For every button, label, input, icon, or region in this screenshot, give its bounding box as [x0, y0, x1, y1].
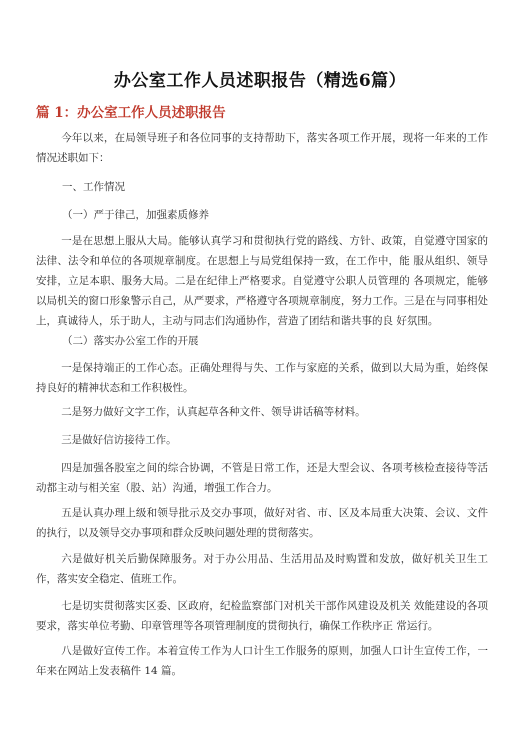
paragraph-work-style: 七是切实贯彻落实区委、区政府，纪检监察部门对机关干部作风建设及机关 效能建设的各项要求，落实单位考勤、印章管理等各项管理制度的贯彻执行，确保工作秩序正 常运行。 [36, 600, 488, 632]
paragraph-logistics: 六是做好机关后勤保障服务。对于办公用品、生活用品及时购置和发放，做好机关卫生工作，落实安全稳定、值班工作。 [36, 553, 488, 585]
paragraph-publicity: 八是做好宣传工作。本着宣传工作为人口计生工作服务的原则，加强人口计生宣传工作，一年来在网站上发表稿件 14 篇。 [36, 645, 488, 677]
document-title: 办公室工作人员述职报告（精选6篇） [113, 71, 407, 91]
subheading-self-discipline: （一）严于律己，加强素质修养 [62, 209, 209, 221]
paragraph-discipline: 一是在思想上服从大局。能够认真学习和贯彻执行党的路线、方针、政策，自觉遵守国家的法律、法令和单位的各项规章制度。在思想上与局党组保持一致，在工作中，能 服从组织、领导安排，立足本职、服务大局。二是在纪律上严格要求。自觉遵守公职人员管理的 各项规定，能够以局机关的窗口形象警示自己，从严要求，严格遵守各项规章制度，努力工作。三是在与同事相处上，真诚待人，乐于助人，主动与同志们沟通协作，营造了团结和谐共事的良 好氛围。 [36, 235, 488, 327]
paragraph-petitions: 三是做好信访接待工作。 [61, 434, 177, 446]
section-heading: 篇 1：办公室工作人员述职报告 [36, 105, 226, 121]
subheading-office-work: （二）落实办公室工作的开展 [62, 335, 199, 347]
intro-paragraph: 今年以来，在局领导班子和各位同事的支持帮助下，落实各项工作开展，现将一年来的工作情况述职如下： [36, 132, 488, 164]
paragraph-execution: 五是认真办理上级和领导批示及交办事项，做好对省、市、区及本局重大决策、会议、文件的执行，以及领导交办事项和群众反映问题处理的贯彻落实。 [36, 507, 488, 539]
heading-work-status: 一、工作情况 [62, 181, 125, 193]
paragraph-writing: 二是努力做好文字工作，认真起草各种文件、领导讲话稿等材料。 [61, 406, 366, 418]
paragraph-coordination: 四是加强各股室之间的综合协调，不管是日常工作，还是大型会议、各项考核检查接待等活动都主动与相关室（股、站）沟通，增强工作合力。 [36, 462, 488, 494]
paragraph-attitude: 一是保持端正的工作心态。正确处理得与失、工作与家庭的关系，做到以大局为重，始终保持良好的精神状态和工作积极性。 [36, 362, 488, 394]
